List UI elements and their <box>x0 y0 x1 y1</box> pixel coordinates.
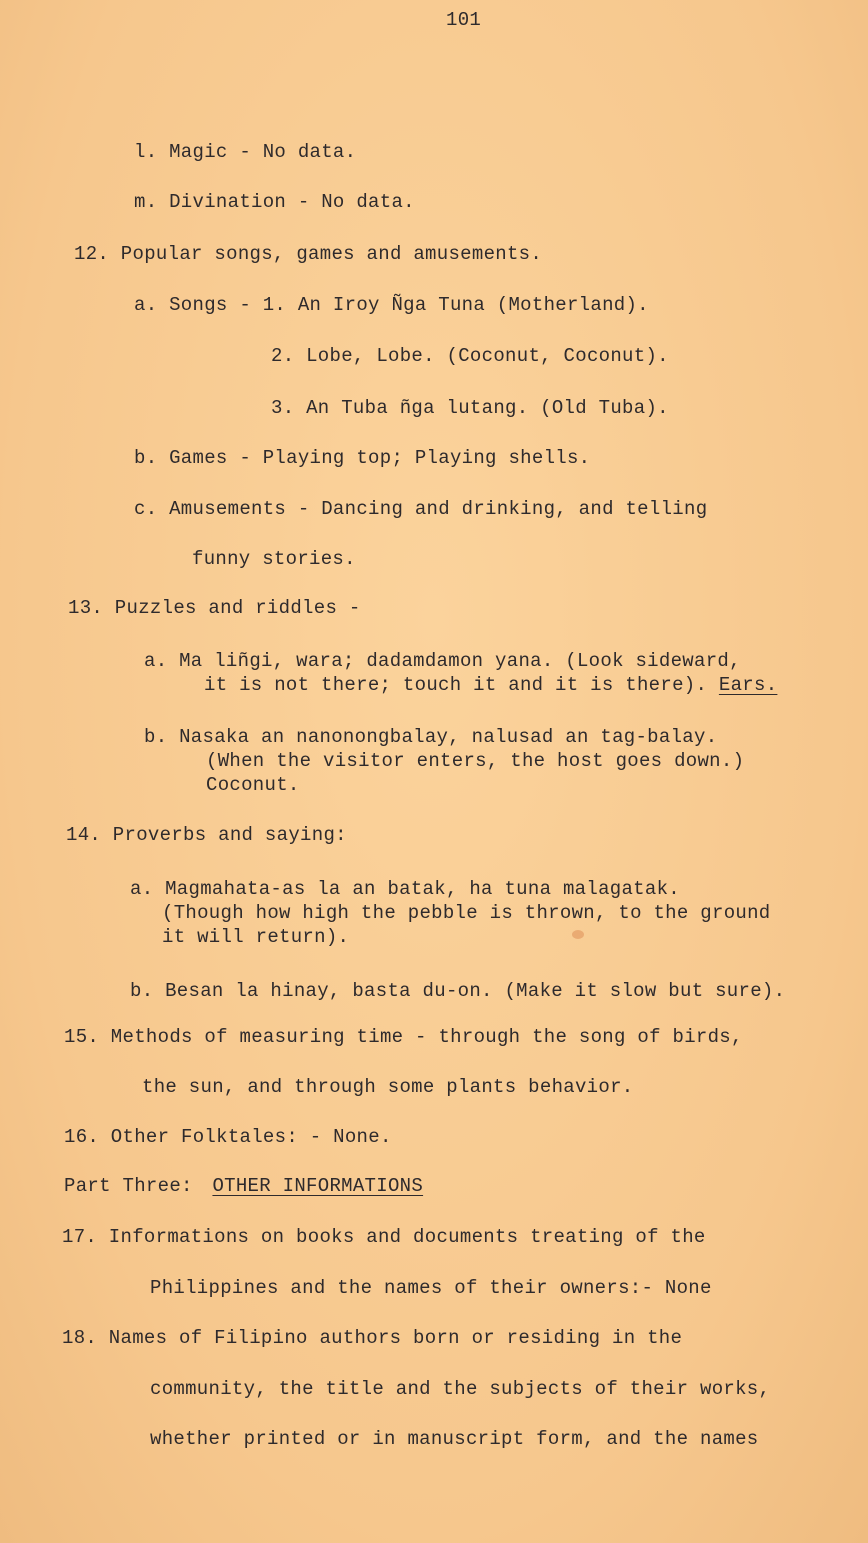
section-12-songs-2: 2. Lobe, Lobe. (Coconut, Coconut). <box>271 345 669 367</box>
riddle-a-answer: Ears. <box>718 674 778 696</box>
part-three-heading <box>64 1174 423 1198</box>
page-number: 101 <box>446 9 482 31</box>
section-18-line-2: community, the title and the subjects of their works, <box>150 1378 771 1400</box>
proverb-a-line-3: it will return). <box>162 926 350 948</box>
section-12-songs-1: a. Songs - 1. An Iroy Ñga Tuna (Motherland). <box>134 294 649 316</box>
section-12-amusements-2: funny stories. <box>192 548 356 570</box>
item-l-magic: l. Magic - No data. <box>134 141 357 163</box>
paper-stain <box>572 930 584 939</box>
item-m-divination: m. Divination - No data. <box>134 191 415 213</box>
section-18-line-1: 18. Names of Filipino authors born or residing in the <box>62 1327 683 1349</box>
section-14-title: 14. Proverbs and saying: <box>66 824 347 846</box>
proverb-b: b. Besan la hinay, basta du-on. (Make it slow but sure). <box>130 980 786 1002</box>
proverb-a-line-1: a. Magmahata-as la an batak, ha tuna malagatak. <box>130 878 680 900</box>
section-17-line-1: 17. Informations on books and documents treating of the <box>62 1226 706 1248</box>
riddle-b-line-3: Coconut. <box>206 774 300 796</box>
section-16: 16. Other Folktales: - None. <box>64 1126 392 1148</box>
section-18-line-3: whether printed or in manuscript form, and the names <box>150 1428 759 1450</box>
section-12-amusements-1: c. Amusements - Dancing and drinking, and telling <box>134 498 708 520</box>
section-17-line-2: Philippines and the names of their owners:- None <box>150 1277 712 1299</box>
proverb-a-line-2: (Though how high the pebble is thrown, to the ground <box>162 902 771 924</box>
section-13-title: 13. Puzzles and riddles - <box>68 597 361 619</box>
riddle-a-line-1: a. Ma liñgi, wara; dadamdamon yana. (Look sideward, <box>144 650 741 672</box>
section-15-line-1: 15. Methods of measuring time - through the song of birds, <box>64 1026 743 1048</box>
riddle-b-line-1: b. Nasaka an nanonongbalay, nalusad an tag-balay. <box>144 726 718 748</box>
section-12-songs-3: 3. An Tuba ñga lutang. (Old Tuba). <box>271 397 669 419</box>
riddle-a-text: it is not there; touch it and it is there). <box>204 674 708 696</box>
section-15-line-2: the sun, and through some plants behavior. <box>142 1076 634 1098</box>
section-12-games: b. Games - Playing top; Playing shells. <box>134 447 591 469</box>
riddle-a-line-2 <box>204 673 777 697</box>
part-three-label: Part Three: <box>64 1175 193 1197</box>
part-three-title: OTHER INFORMATIONS <box>212 1175 424 1197</box>
section-12-title: 12. Popular songs, games and amusements. <box>74 243 543 265</box>
riddle-b-line-2: (When the visitor enters, the host goes down.) <box>206 750 745 772</box>
